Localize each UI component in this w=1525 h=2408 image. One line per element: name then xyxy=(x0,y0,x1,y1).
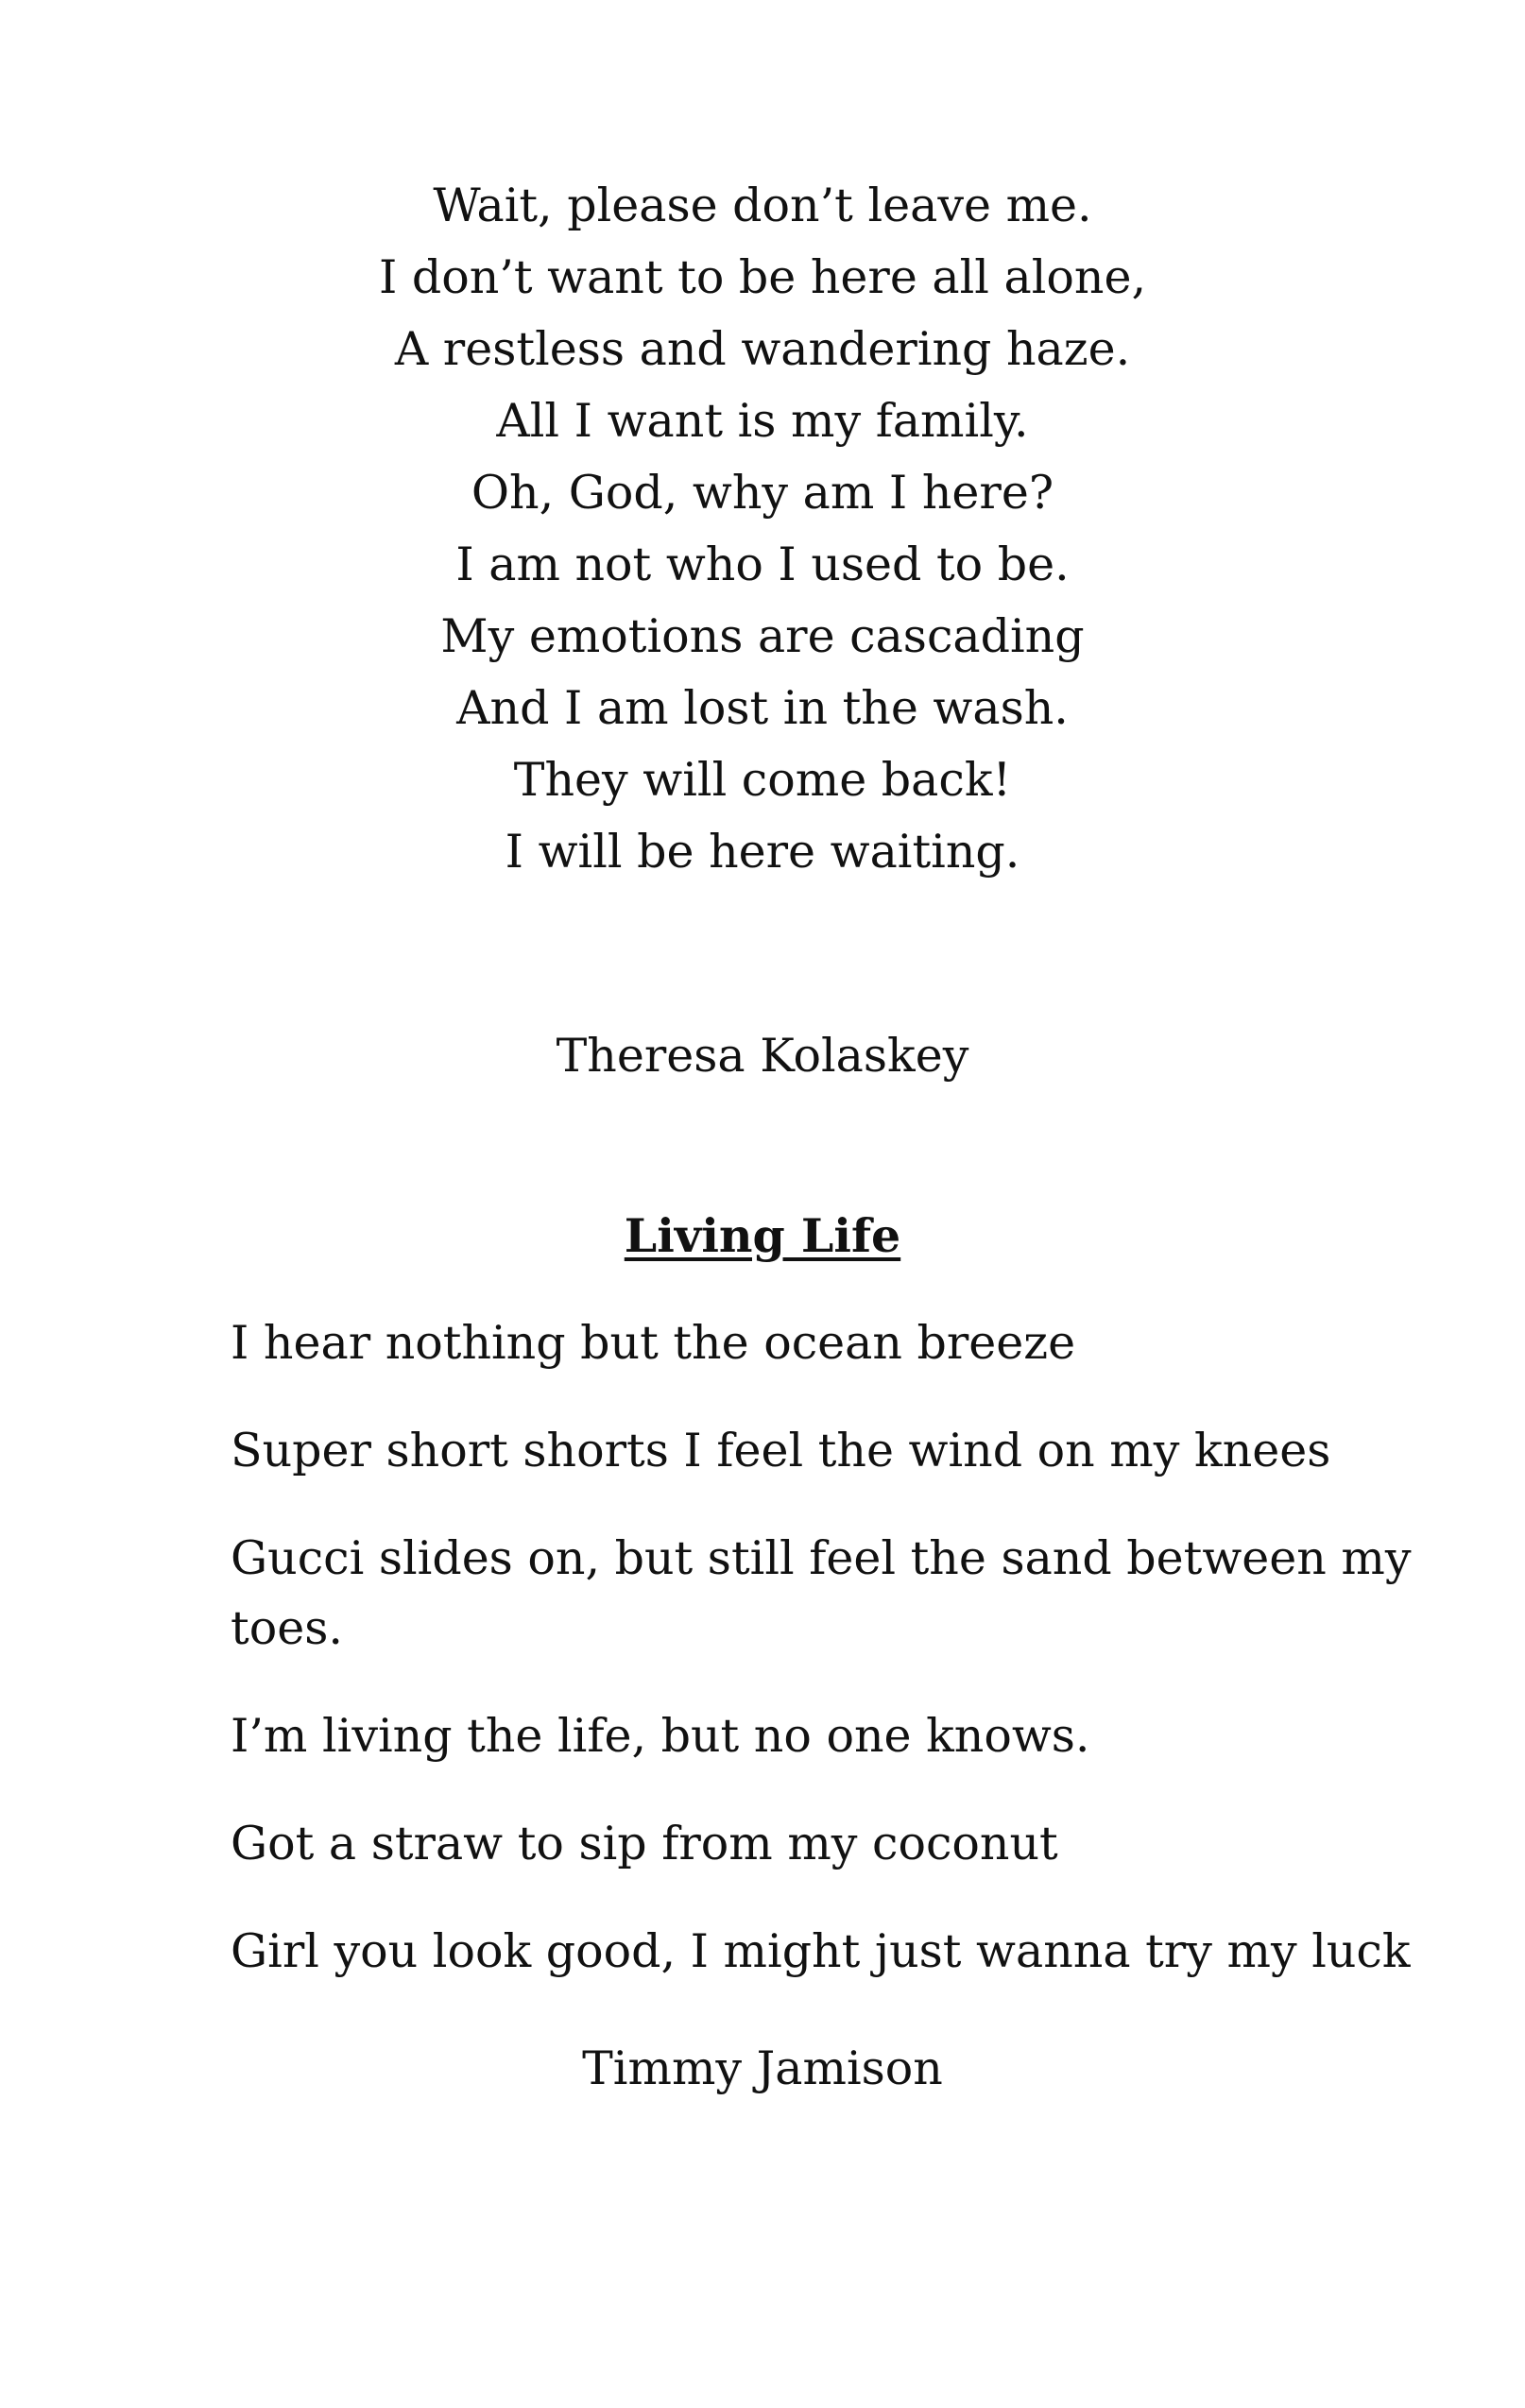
poem-two xyxy=(231,1308,1449,2024)
poem-two-title: Living Life xyxy=(624,1208,901,1263)
poem-two-author: Timmy Jamison xyxy=(582,2041,943,2095)
poem-line: I am not who I used to be. xyxy=(455,538,1070,591)
poem-line: Oh, God, why am I here? xyxy=(471,466,1054,520)
poem-line: I will be here waiting. xyxy=(505,825,1020,879)
poem-line: Super short shorts I feel the wind on my knees xyxy=(231,1424,1331,1477)
poem-line: Wait, please don’t leave me. xyxy=(433,179,1092,232)
poem-line: All I want is my family. xyxy=(496,394,1029,448)
poem-line: Gucci slides on, but still feel the sand between my toes. xyxy=(231,1531,1412,1655)
poem-line: Girl you look good, I might just wanna try my luck xyxy=(231,1924,1411,1978)
poem-line: And I am lost in the wash. xyxy=(456,681,1069,735)
poem-one xyxy=(0,170,1525,888)
poem-line: Got a straw to sip from my coconut xyxy=(231,1817,1058,1870)
poem-line: They will come back! xyxy=(513,753,1012,807)
poem-line: I hear nothing but the ocean breeze xyxy=(231,1316,1076,1370)
poem-line: A restless and wandering haze. xyxy=(394,322,1131,376)
poem-one-author: Theresa Kolaskey xyxy=(556,1029,969,1083)
poem-line: My emotions are cascading xyxy=(440,609,1085,663)
poem-line: I don’t want to be here all alone, xyxy=(378,250,1147,304)
poem-line: I’m living the life, but no one knows. xyxy=(231,1709,1090,1763)
